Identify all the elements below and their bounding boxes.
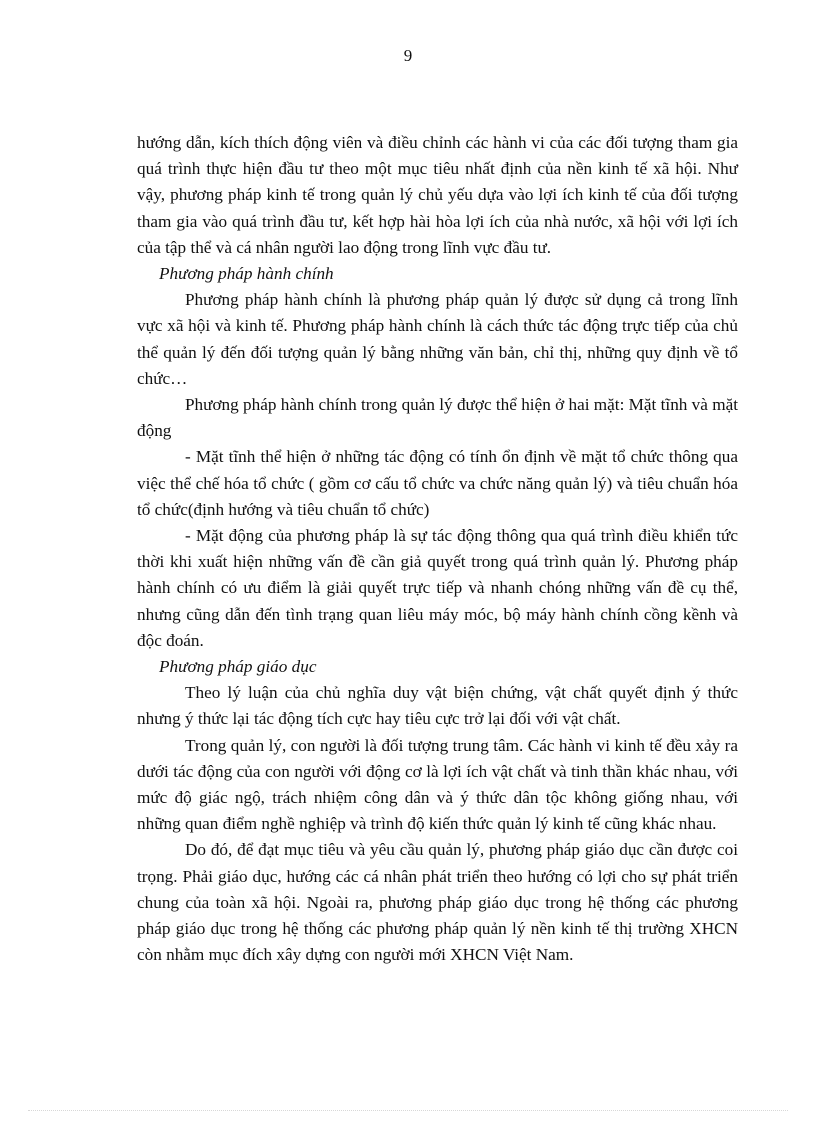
paragraph-dynamic-aspect: - Mặt động của phương pháp là sự tác động thông qua quá trình điều khiển tức thời khi xuất hiện những vấn đề cần giả quyết trong quá trình quản lý. Phương pháp hành chính có ưu điểm là giải quyết trực tiếp và nhanh chóng những vấn đề cụ thể, nhưng cũng dẫn đến tình trạng quan liêu máy móc, bộ máy hành chính cồng kềnh và độc đoán. bbox=[137, 526, 738, 650]
page-bottom-divider bbox=[28, 1110, 788, 1111]
paragraph-economic-method-continued: hướng dẫn, kích thích động viên và điều chỉnh các hành vi của các đối tượng tham gia quá trình thực hiện đầu tư theo một mục tiêu nhất định của nền kinh tế xã hội. Như vậy, phương pháp kinh tế trong quản lý chủ yếu dựa vào lợi ích kinh tế của đối tượng tham gia vào quá trình đầu tư, kết hợp hài hòa lợi ích của nhà nước, xã hội với lợi ích của tập thể và cá nhân người lao động trong lĩnh vực đầu tư. bbox=[137, 133, 738, 257]
paragraph-dialectical-materialism: Theo lý luận của chủ nghĩa duy vật biện chứng, vật chất quyết định ý thức nhưng ý thức lại tác động tích cực hay tiêu cực trở lại đối với vật chất. bbox=[137, 683, 738, 729]
paragraph-human-center: Trong quản lý, con người là đối tượng trung tâm. Các hành vi kinh tế đều xảy ra dưới tác động của con người với động cơ là lợi ích vật chất và tinh thần khác nhau, với mức độ giác ngộ, trách nhiệm công dân và ý thức dân tộc không giống nhau, với những quan điểm nghề nghiệp và trình độ kiến thức quản lý kinh tế cũng khác nhau. bbox=[137, 735, 738, 834]
paragraph-administrative-definition: Phương pháp hành chính là phương pháp quản lý được sử dụng cả trong lĩnh vực xã hội và kinh tế. Phương pháp hành chính là cách thức tác động trực tiếp của chủ thể quản lý đến đối tượng quản lý bằng những văn bản, chỉ thị, những quy định về tổ chức… bbox=[137, 290, 738, 388]
paragraph-education-importance: Do đó, để đạt mục tiêu và yêu cầu quản lý, phương pháp giáo dục cần được coi trọng. Phải giáo dục, hướng các cá nhân phát triển theo hướng có lợi cho sự phát triển chung của toàn xã hội. Ngoài ra, phương pháp giáo dục trong hệ thống các phương pháp giáo dục trong hệ thống các phương pháp quản lý nền kinh tế thị trường XHCN còn nhằm mục đích xây dựng con người mới XHCN Việt Nam. bbox=[137, 840, 738, 965]
document-body bbox=[137, 130, 738, 969]
page-number: 9 bbox=[403, 46, 413, 65]
paragraph-administrative-two-aspects: Phương pháp hành chính trong quản lý được thể hiện ở hai mặt: Mặt tĩnh và mặt động bbox=[137, 395, 738, 441]
heading-administrative-method: Phương pháp hành chính bbox=[159, 264, 334, 284]
heading-education-method: Phương pháp giáo dục bbox=[159, 657, 317, 677]
paragraph-static-aspect: - Mặt tĩnh thể hiện ở những tác động có tính ổn định về mặt tổ chức thông qua việc thể chế hóa tổ chức ( gồm cơ cấu tổ chức va chức năng quản lý) và tiêu chuẩn hóa tổ chức(định hướng và tiêu chuẩn tổ chức) bbox=[137, 447, 738, 519]
